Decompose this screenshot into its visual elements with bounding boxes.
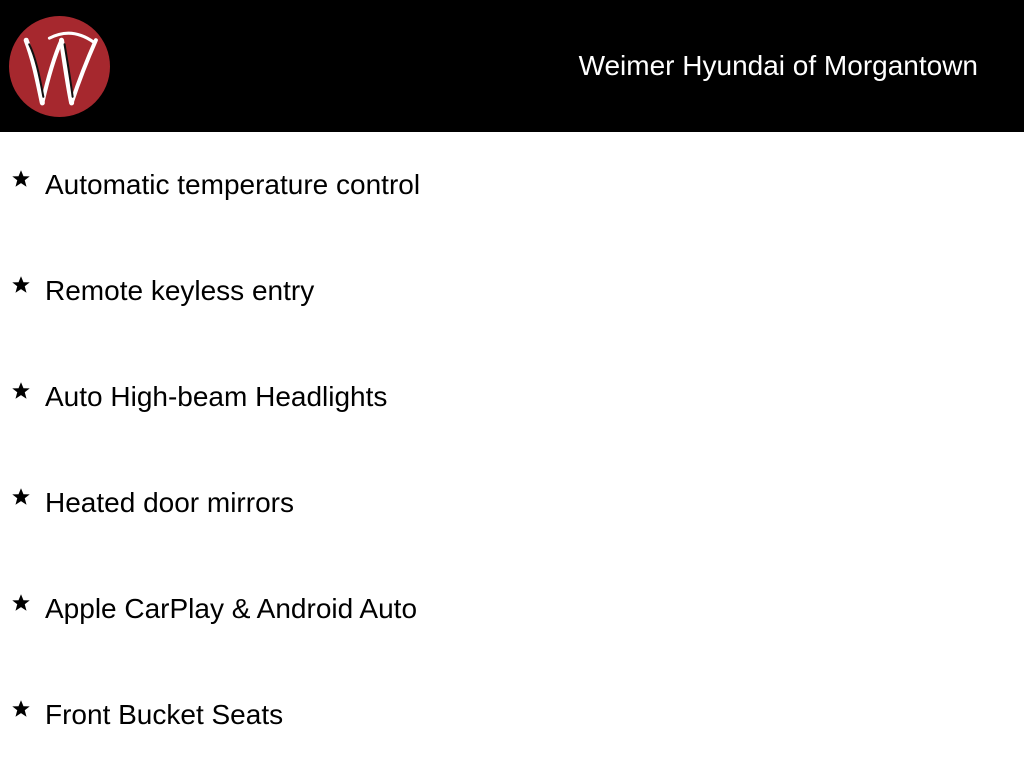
star-icon: [10, 592, 32, 614]
feature-label: Automatic temperature control: [45, 169, 421, 200]
feature-label: Auto High-beam Headlights: [45, 381, 388, 412]
dealer-name: Weimer Hyundai of Morgantown: [578, 50, 978, 81]
list-item: [0, 662, 1024, 768]
star-icon: [10, 486, 32, 508]
feature-label: Heated door mirrors: [45, 487, 294, 518]
feature-label: Remote keyless entry: [45, 275, 315, 306]
feature-label: Front Bucket Seats: [45, 699, 284, 730]
feature-list: [0, 132, 1024, 768]
list-item: [0, 344, 1024, 450]
list-item: [0, 450, 1024, 556]
star-icon: [10, 168, 32, 190]
header-bar: [0, 0, 1024, 132]
list-item: [0, 132, 1024, 238]
star-icon: [10, 274, 32, 296]
star-icon: [10, 380, 32, 402]
feature-label: Apple CarPlay & Android Auto: [45, 593, 418, 624]
list-item: [0, 238, 1024, 344]
star-icon: [10, 698, 32, 720]
list-item: [0, 556, 1024, 662]
weimer-w-logo-icon: [9, 16, 110, 117]
